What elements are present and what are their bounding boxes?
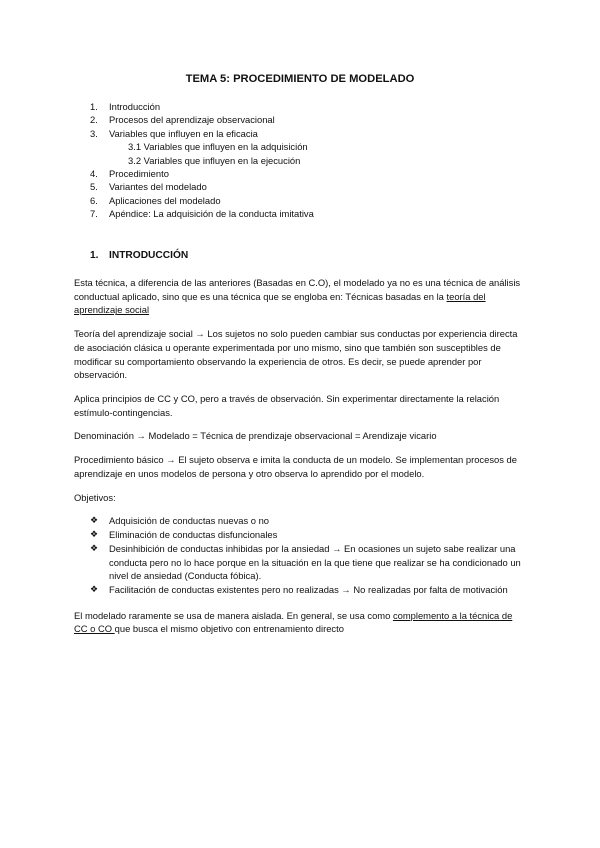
toc-subitem bbox=[90, 154, 314, 167]
list-item-text: Facilitación de conductas existentes pero no realizadas → No realizadas por falta de motivación bbox=[109, 583, 508, 595]
section-body bbox=[74, 276, 526, 646]
toc-label: Procedimiento bbox=[109, 168, 169, 180]
toc-number: 4. bbox=[90, 168, 98, 180]
document-title: TEMA 5: PROCEDIMIENTO DE MODELADO bbox=[185, 73, 415, 85]
toc-item bbox=[90, 167, 314, 180]
table-of-contents bbox=[90, 100, 314, 221]
diamond-bullet-icon: ❖ bbox=[90, 542, 99, 553]
list-item-text: Desinhibición de conductas inhibidas por la ansiedad → En ocasiones un sujeto sabe realizar una conducta pero no lo hace porque en la situación en la que tiene que realizar se ha condicionado un nivel de ansiedad (Conducta fóbica). bbox=[109, 542, 521, 582]
list-item-text: Eliminación de conductas disfuncionales bbox=[109, 529, 278, 541]
toc-label: Variantes del modelado bbox=[109, 181, 207, 193]
toc-item bbox=[90, 207, 314, 220]
paragraph-principles: Aplica principios de CC y CO, pero a través de observación. Sin experimentar directamente la relación estímulo-contingencias. bbox=[74, 393, 500, 418]
toc-number: 3. bbox=[90, 127, 98, 139]
toc-item bbox=[90, 180, 314, 193]
underlined-term: teoría del aprendizaje social bbox=[74, 290, 486, 316]
toc-subitem bbox=[90, 140, 314, 153]
section-title: INTRODUCCIÓN bbox=[109, 250, 189, 261]
paragraph-denomination: Denominación → Modelado = Técnica de prendizaje observacional = Arendizaje vicario bbox=[74, 430, 437, 442]
toc-number: 2. bbox=[90, 114, 98, 126]
underlined-term: complemento a la técnica de CC o CO bbox=[74, 609, 513, 635]
toc-label: Aplicaciones del modelado bbox=[109, 194, 221, 206]
list-item-text: Adquisición de conductas nuevas o no bbox=[109, 515, 270, 527]
paragraph-intro bbox=[74, 276, 526, 317]
toc-number: 5. bbox=[90, 181, 98, 193]
toc-label: Procesos del aprendizaje observacional bbox=[109, 114, 275, 126]
toc-number: 1. bbox=[90, 101, 98, 112]
paragraph-text: Esta técnica, a diferencia de las anteriores (Basadas en C.O), el modelado ya no es una técnica de análisis conductual aplicado, sino que es una técnica que se engloba en: Técnicas basadas en la bbox=[74, 277, 521, 302]
toc-label: Variables que influyen en la eficacia bbox=[109, 127, 258, 139]
diamond-bullet-icon: ❖ bbox=[90, 529, 99, 540]
toc-label: 3.1 Variables que influyen en la adquisición bbox=[128, 141, 308, 153]
toc-item bbox=[90, 194, 314, 207]
section-number: 1. bbox=[90, 250, 99, 261]
toc-item bbox=[90, 127, 314, 140]
list-item bbox=[90, 514, 526, 528]
paragraph-social-learning: Teoría del aprendizaje social → Los sujetos no solo pueden cambiar sus conductas por experiencia directa de asociación clásica u operante experimentada por uno mismo, sino que también son susceptibles de modificar su comportamiento observando la experiencia de otros. Es decir, se puede aprender por observación. bbox=[74, 328, 518, 381]
paragraph-text: El modelado raramente se usa de manera aislada. En general, se usa como bbox=[74, 609, 393, 621]
objectives-list bbox=[74, 514, 526, 596]
toc-label: 3.2 Variables que influyen en la ejecución bbox=[128, 154, 301, 166]
toc-item bbox=[90, 100, 314, 113]
list-item bbox=[90, 542, 526, 583]
paragraph-basic-procedure: Procedimiento básico → El sujeto observa e imita la conducta de un modelo. Se implementan procesos de aprendizaje en unos modelos de persona y otro observa lo aprendido por el modelo. bbox=[74, 454, 517, 479]
objectives-label: Objetivos: bbox=[74, 491, 116, 503]
toc-item bbox=[90, 113, 314, 126]
toc-number: 6. bbox=[90, 194, 98, 206]
paragraph-text: que busca el mismo objetivo con entrenamiento directo bbox=[114, 623, 344, 635]
toc-label: Introducción bbox=[109, 101, 161, 112]
paragraph-final bbox=[74, 609, 526, 636]
diamond-bullet-icon: ❖ bbox=[90, 583, 99, 594]
toc-label: Apéndice: La adquisición de la conducta imitativa bbox=[109, 208, 314, 220]
section-heading bbox=[90, 249, 188, 264]
list-item bbox=[90, 528, 526, 542]
list-item bbox=[90, 583, 526, 597]
diamond-bullet-icon: ❖ bbox=[90, 515, 99, 526]
toc-number: 7. bbox=[90, 208, 98, 220]
